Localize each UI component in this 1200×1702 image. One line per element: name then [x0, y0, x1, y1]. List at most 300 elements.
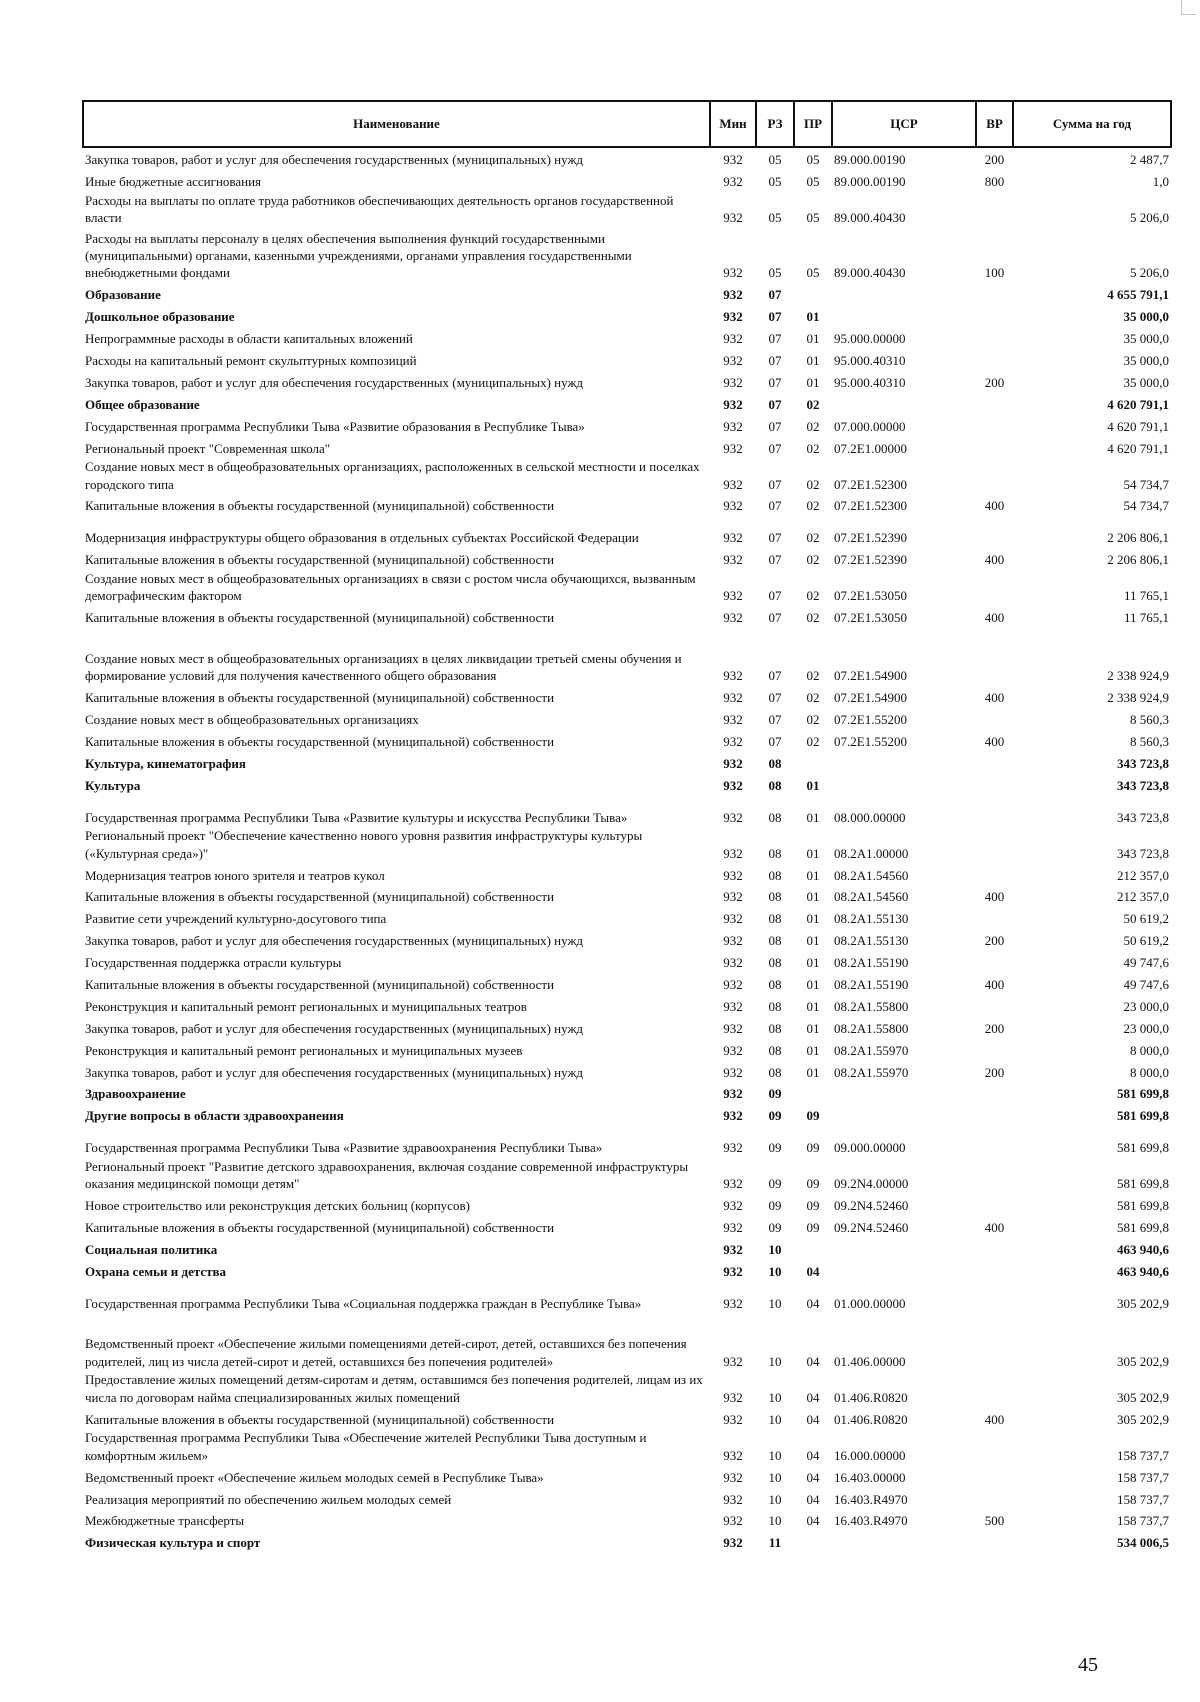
cell-vr: 400: [984, 610, 1005, 626]
cell-min: 932: [723, 955, 743, 971]
cell-csr: 07.2E1.54900: [834, 690, 907, 706]
cell-csr: 16.000.00000: [834, 1447, 906, 1463]
cell-vr: [976, 1103, 1013, 1125]
cell-vr: [976, 750, 1013, 772]
cell-min: 932: [723, 1020, 743, 1036]
cell-pr: 05: [806, 174, 820, 190]
cell-min: 932: [723, 552, 743, 568]
cell-sum: 4 655 791,1: [1107, 287, 1169, 303]
cell-vr: [976, 1312, 1013, 1370]
cell-pr: 02: [806, 668, 820, 684]
table-row: [83, 1059, 1171, 1081]
table-row: [83, 862, 1171, 884]
table-row: [83, 147, 1171, 169]
cell-sum: 581 699,8: [1117, 1176, 1169, 1192]
cell-min: 932: [723, 352, 743, 368]
cell-sum: 343 723,8: [1117, 809, 1169, 825]
cell-sum: 581 699,8: [1117, 1198, 1169, 1214]
cell-pr: 02: [806, 396, 820, 412]
cell-name: Закупка товаров, работ и услуг для обеспечения государственных (муниципальных) нужд: [85, 152, 584, 168]
cell-sum: 54 734,7: [1123, 476, 1169, 492]
table-row: [83, 227, 1171, 282]
cell-pr: 04: [806, 1447, 820, 1463]
table-row: [83, 326, 1171, 348]
cell-min: 932: [723, 174, 743, 190]
cell-min: 932: [723, 889, 743, 905]
cell-csr: 89.000.00190: [834, 152, 906, 168]
cell-name: Капитальные вложения в объекты государственной (муниципальной) собственности: [85, 889, 555, 905]
cell-vr: [976, 794, 1013, 826]
cell-sum: 35 000,0: [1123, 309, 1169, 325]
page-number: 45: [1078, 1654, 1098, 1676]
cell-min: 932: [723, 1198, 743, 1214]
table-row: [83, 515, 1171, 547]
cell-min: 932: [723, 911, 743, 927]
cell-rz: 10: [768, 1353, 782, 1369]
cell-pr: 04: [806, 1263, 820, 1279]
table-row: [83, 1103, 1171, 1125]
cell-name: Реконструкция и капитальный ремонт региональных и муниципальных музеев: [85, 1042, 523, 1058]
cell-sum: 343 723,8: [1117, 845, 1169, 861]
table-row: [83, 993, 1171, 1015]
table-row: [83, 369, 1171, 391]
table-row: [83, 1258, 1171, 1280]
cell-rz: 07: [768, 476, 782, 492]
cell-pr: 02: [806, 588, 820, 604]
cell-rz: 11: [768, 1535, 782, 1551]
cell-sum: 581 699,8: [1117, 1086, 1169, 1102]
cell-rz: 09: [768, 1176, 782, 1192]
cell-min: 932: [723, 867, 743, 883]
cell-csr: [832, 391, 976, 413]
cell-vr: [976, 950, 1013, 972]
cell-csr: 01.406.R0820: [834, 1389, 908, 1405]
cell-name: Расходы на капитальный ремонт скульптурных композиций: [85, 352, 417, 368]
cell-pr: 04: [806, 1469, 820, 1485]
cell-csr: 08.2A1.55800: [834, 998, 909, 1014]
cell-name: Региональный проект "Развитие детского здравоохранения, включая создание современной инфраструктуры оказания медицинской помощи детям": [85, 1158, 689, 1192]
cell-csr: 07.2E1.54900: [834, 668, 907, 684]
cell-csr: 07.2E1.53050: [834, 610, 907, 626]
cell-vr: [976, 304, 1013, 326]
cell-vr: [976, 1157, 1013, 1193]
cell-pr: 09: [806, 1108, 820, 1124]
table-row: [83, 750, 1171, 772]
cell-pr: 02: [806, 498, 820, 514]
cell-rz: 10: [768, 1263, 782, 1279]
cell-csr: 01.406.00000: [834, 1353, 906, 1369]
table-row: [83, 1125, 1171, 1157]
table-row: [83, 627, 1171, 685]
cell-csr: 08.2A1.55970: [834, 1064, 909, 1080]
cell-pr: 04: [806, 1491, 820, 1507]
cell-pr: 01: [806, 867, 820, 883]
cell-vr: [976, 993, 1013, 1015]
table-row: [83, 794, 1171, 826]
cell-vr: 200: [984, 152, 1005, 168]
cell-csr: [832, 772, 976, 794]
cell-min: 932: [723, 1353, 743, 1369]
cell-rz: 07: [768, 418, 782, 434]
cell-name: Развитие сети учреждений культурно-досугового типа: [85, 911, 387, 927]
cell-vr: [976, 515, 1013, 547]
cell-sum: 8 560,3: [1130, 733, 1169, 749]
cell-pr: 01: [806, 1020, 820, 1036]
cell-vr: [976, 413, 1013, 435]
cell-vr: [976, 347, 1013, 369]
cell-sum: 50 619,2: [1123, 933, 1169, 949]
cell-sum: 50 619,2: [1123, 911, 1169, 927]
cell-csr: 08.000.00000: [834, 809, 906, 825]
cell-csr: 07.2E1.52390: [834, 552, 907, 568]
cell-rz: 07: [768, 668, 782, 684]
cell-name: Создание новых мест в общеобразовательных организациях, расположенных в сельской местности и поселках городского типа: [85, 459, 700, 492]
cell-rz: 09: [768, 1220, 782, 1236]
cell-rz: 08: [768, 867, 782, 883]
cell-min: 932: [723, 530, 743, 546]
table-row: [83, 1530, 1171, 1552]
cell-name: Дошкольное образование: [85, 309, 235, 325]
cell-min: 932: [723, 1042, 743, 1058]
cell-name: Социальная политика: [85, 1241, 218, 1257]
cell-csr: 07.2E1.55200: [834, 733, 907, 749]
cell-pr: 01: [806, 845, 820, 861]
cell-sum: 54 734,7: [1123, 498, 1169, 514]
cell-rz: 08: [768, 755, 782, 771]
cell-vr: [976, 1125, 1013, 1157]
cell-csr: 89.000.40430: [834, 210, 906, 226]
cell-vr: 400: [984, 552, 1005, 568]
cell-rz: 07: [768, 530, 782, 546]
cell-csr: 08.2A1.55970: [834, 1042, 909, 1058]
cell-csr: 08.2A1.55190: [834, 955, 909, 971]
cell-min: 932: [723, 210, 743, 226]
cell-sum: 463 940,6: [1117, 1241, 1169, 1257]
cell-sum: 158 737,7: [1117, 1491, 1169, 1507]
cell-name: Культура, кинематография: [85, 755, 246, 771]
cell-min: 932: [723, 711, 743, 727]
cell-csr: [832, 304, 976, 326]
cell-name: Создание новых мест в общеобразовательных организациях в целях ликвидации третьей смены обучения и формирование условий для получения качественного общего образования: [85, 650, 682, 684]
header-sum: Сумма на год: [1013, 101, 1171, 147]
table-row: [83, 191, 1171, 227]
cell-csr: 01.000.00000: [834, 1295, 906, 1311]
table-row: [83, 1486, 1171, 1508]
cell-sum: 23 000,0: [1123, 998, 1169, 1014]
cell-pr: 01: [806, 352, 820, 368]
cell-rz: 07: [768, 498, 782, 514]
cell-name: Общее образование: [85, 396, 200, 412]
cell-sum: 2 487,7: [1130, 152, 1169, 168]
cell-rz: 07: [768, 352, 782, 368]
cell-min: 932: [723, 755, 743, 771]
cell-vr: [976, 326, 1013, 348]
cell-sum: 305 202,9: [1117, 1411, 1169, 1427]
cell-pr: 02: [806, 476, 820, 492]
cell-csr: 95.000.40310: [834, 352, 906, 368]
cell-rz: 07: [768, 309, 782, 325]
cell-min: 932: [723, 1086, 743, 1102]
cell-name: Создание новых мест в общеобразовательных организациях в связи с ростом числа обучающихся, вызванным демографическим фактором: [85, 570, 696, 604]
cell-min: 932: [723, 1295, 743, 1311]
cell-pr: 01: [806, 309, 820, 325]
cell-name: Ведомственный проект «Обеспечение жилыми помещениями детей-сирот, детей, оставшихся без попечения родителей, лиц из числа детей-сирот и детей, оставшихся без попечения родителей»: [85, 1336, 687, 1369]
cell-name: Культура: [85, 777, 141, 793]
cell-min: 932: [723, 374, 743, 390]
cell-csr: 09.2N4.00000: [834, 1176, 909, 1192]
cell-vr: 200: [984, 1064, 1005, 1080]
cell-pr: 01: [806, 998, 820, 1014]
cell-csr: 07.2E1.52390: [834, 530, 907, 546]
table-body: [83, 147, 1171, 1552]
cell-name: Государственная программа Республики Тыва «Развитие здравоохранения Республики Тыва»: [85, 1140, 603, 1156]
cell-rz: 10: [768, 1295, 782, 1311]
header-row: [83, 101, 1171, 147]
cell-name: Межбюджетные трансферты: [85, 1513, 245, 1529]
table-row: [83, 1237, 1171, 1259]
cell-pr: [794, 1237, 832, 1259]
cell-vr: [976, 627, 1013, 685]
cell-vr: [976, 435, 1013, 457]
cell-rz: 08: [768, 777, 782, 793]
cell-rz: 08: [768, 955, 782, 971]
cell-min: 932: [723, 1140, 743, 1156]
cell-pr: 01: [806, 809, 820, 825]
header-vr: ВР: [976, 101, 1013, 147]
table-row: [83, 884, 1171, 906]
table-row: [83, 706, 1171, 728]
cell-name: Капитальные вложения в объекты государственной (муниципальной) собственности: [85, 552, 555, 568]
cell-csr: 07.000.00000: [834, 418, 906, 434]
cell-csr: 09.2N4.52460: [834, 1198, 909, 1214]
cell-sum: 11 765,1: [1123, 610, 1169, 626]
cell-csr: 16.403.R4970: [834, 1491, 908, 1507]
cell-rz: 07: [768, 331, 782, 347]
cell-sum: 463 940,6: [1117, 1263, 1169, 1279]
cell-sum: 158 737,7: [1117, 1447, 1169, 1463]
cell-csr: [832, 750, 976, 772]
cell-min: 932: [723, 933, 743, 949]
table-row: [83, 347, 1171, 369]
cell-pr: 05: [806, 265, 820, 281]
cell-name: Расходы на выплаты персоналу в целях обеспечения выполнения функций государственными (муниципальными) органами, казенными учреждениями, органами управления государственными внебюджетными фондами: [85, 230, 632, 281]
cell-sum: 8 000,0: [1130, 1064, 1169, 1080]
cell-csr: [832, 1258, 976, 1280]
cell-name: Предоставление жилых помещений детям-сиротам и детям, оставшимся без попечения родителей, лицам из их числа по договорам найма специализированных жилых помещений: [85, 1372, 703, 1405]
cell-csr: 89.000.00190: [834, 174, 906, 190]
table-row: [83, 1464, 1171, 1486]
cell-vr: 200: [984, 1020, 1005, 1036]
cell-vr: 200: [984, 374, 1005, 390]
cell-vr: [976, 1237, 1013, 1259]
cell-rz: 09: [768, 1108, 782, 1124]
cell-name: Здравоохранение: [85, 1086, 186, 1102]
cell-min: 932: [723, 265, 743, 281]
table-row: [83, 391, 1171, 413]
cell-pr: 05: [806, 210, 820, 226]
cell-pr: 02: [806, 552, 820, 568]
cell-rz: 09: [768, 1198, 782, 1214]
cell-rz: 07: [768, 733, 782, 749]
cell-rz: 10: [768, 1491, 782, 1507]
table-row: [83, 1428, 1171, 1464]
cell-vr: 200: [984, 933, 1005, 949]
cell-rz: 07: [768, 610, 782, 626]
cell-csr: [832, 1103, 976, 1125]
table-row: [83, 1037, 1171, 1059]
table-row: [83, 1280, 1171, 1312]
cell-pr: 01: [806, 1064, 820, 1080]
cell-sum: 4 620 791,1: [1107, 440, 1169, 456]
cell-rz: 08: [768, 1042, 782, 1058]
cell-vr: [976, 862, 1013, 884]
cell-vr: [976, 191, 1013, 227]
cell-rz: 07: [768, 287, 782, 303]
cell-vr: [976, 391, 1013, 413]
cell-rz: 08: [768, 889, 782, 905]
cell-sum: 11 765,1: [1123, 588, 1169, 604]
scan-corner-mark: [1181, 0, 1196, 15]
cell-sum: 158 737,7: [1117, 1469, 1169, 1485]
cell-pr: 09: [806, 1220, 820, 1236]
cell-csr: 07.2E1.53050: [834, 588, 907, 604]
table-row: [83, 1015, 1171, 1037]
cell-sum: 2 338 924,9: [1107, 668, 1169, 684]
cell-pr: 01: [806, 331, 820, 347]
cell-rz: 10: [768, 1241, 782, 1257]
cell-rz: 07: [768, 396, 782, 412]
cell-csr: [832, 282, 976, 304]
cell-min: 932: [723, 1513, 743, 1529]
cell-rz: 08: [768, 1020, 782, 1036]
cell-sum: 5 206,0: [1130, 210, 1169, 226]
cell-sum: 5 206,0: [1130, 265, 1169, 281]
cell-pr: 01: [806, 777, 820, 793]
table-header: [83, 101, 1171, 147]
cell-pr: 02: [806, 530, 820, 546]
cell-name: Реконструкция и капитальный ремонт региональных и муниципальных театров: [85, 998, 527, 1014]
cell-vr: [976, 282, 1013, 304]
cell-sum: 581 699,8: [1117, 1140, 1169, 1156]
cell-rz: 05: [768, 210, 782, 226]
cell-rz: 10: [768, 1513, 782, 1529]
cell-csr: [832, 1237, 976, 1259]
cell-sum: 23 000,0: [1123, 1020, 1169, 1036]
cell-csr: 08.2A1.55130: [834, 933, 909, 949]
cell-min: 932: [723, 1447, 743, 1463]
header-name: Наименование: [83, 101, 710, 147]
cell-min: 932: [723, 1176, 743, 1192]
cell-sum: 343 723,8: [1117, 755, 1169, 771]
cell-csr: 08.2A1.55130: [834, 911, 909, 927]
cell-csr: 16.403.00000: [834, 1469, 906, 1485]
table-row: [83, 772, 1171, 794]
cell-name: Закупка товаров, работ и услуг для обеспечения государственных (муниципальных) нужд: [85, 1020, 584, 1036]
header-pr: ПР: [794, 101, 832, 147]
cell-rz: 08: [768, 911, 782, 927]
cell-min: 932: [723, 1064, 743, 1080]
cell-min: 932: [723, 1411, 743, 1427]
cell-rz: 07: [768, 588, 782, 604]
cell-min: 932: [723, 610, 743, 626]
cell-min: 932: [723, 287, 743, 303]
cell-vr: 400: [984, 889, 1005, 905]
cell-pr: [794, 1081, 832, 1103]
cell-name: Ведомственный проект «Обеспечение жильем молодых семей в Республике Тыва»: [85, 1469, 544, 1485]
header-min: Мин: [710, 101, 756, 147]
cell-rz: 08: [768, 933, 782, 949]
cell-name: Капитальные вложения в объекты государственной (муниципальной) собственности: [85, 690, 555, 706]
cell-pr: 04: [806, 1353, 820, 1369]
cell-sum: 212 357,0: [1117, 867, 1169, 883]
cell-vr: [976, 1258, 1013, 1280]
cell-sum: 581 699,8: [1117, 1108, 1169, 1124]
cell-vr: 400: [984, 1220, 1005, 1236]
cell-name: Закупка товаров, работ и услуг для обеспечения государственных (муниципальных) нужд: [85, 933, 584, 949]
cell-min: 932: [723, 668, 743, 684]
table-row: [83, 569, 1171, 605]
cell-sum: 4 620 791,1: [1107, 396, 1169, 412]
table-row: [83, 413, 1171, 435]
table-row: [83, 1215, 1171, 1237]
table-row: [83, 685, 1171, 707]
header-csr: ЦСР: [832, 101, 976, 147]
cell-name: Другие вопросы в области здравоохранения: [85, 1108, 344, 1124]
table-row: [83, 826, 1171, 862]
cell-rz: 07: [768, 711, 782, 727]
cell-csr: 09.2N4.52460: [834, 1220, 909, 1236]
cell-name: Модернизация театров юного зрителя и театров кукол: [85, 867, 385, 883]
cell-name: Образование: [85, 287, 161, 303]
cell-min: 932: [723, 1535, 743, 1551]
cell-vr: 400: [984, 976, 1005, 992]
cell-rz: 08: [768, 998, 782, 1014]
cell-csr: 01.406.R0820: [834, 1411, 908, 1427]
cell-min: 932: [723, 152, 743, 168]
cell-name: Охрана семьи и детства: [85, 1263, 227, 1279]
cell-vr: 800: [984, 174, 1005, 190]
cell-sum: 2 206 806,1: [1107, 530, 1169, 546]
cell-pr: 01: [806, 911, 820, 927]
table-row: [83, 282, 1171, 304]
cell-sum: 158 737,7: [1117, 1513, 1169, 1529]
table-row: [83, 1081, 1171, 1103]
cell-name: Расходы на выплаты по оплате труда работников обеспечивающих деятельность органов государственной власти: [85, 192, 674, 226]
table-row: [83, 457, 1171, 493]
cell-pr: 02: [806, 733, 820, 749]
table-row: [83, 1312, 1171, 1370]
cell-rz: 05: [768, 152, 782, 168]
cell-sum: 8 560,3: [1130, 711, 1169, 727]
table-row: [83, 728, 1171, 750]
table-row: [83, 304, 1171, 326]
cell-vr: 400: [984, 498, 1005, 514]
cell-min: 932: [723, 309, 743, 325]
cell-min: 932: [723, 976, 743, 992]
table-row: [83, 435, 1171, 457]
cell-sum: 534 006,5: [1117, 1535, 1169, 1551]
cell-csr: 08.2A1.54560: [834, 867, 909, 883]
cell-sum: 8 000,0: [1130, 1042, 1169, 1058]
cell-vr: [976, 1530, 1013, 1552]
cell-sum: 35 000,0: [1123, 374, 1169, 390]
cell-csr: 07.2E1.00000: [834, 440, 907, 456]
cell-rz: 07: [768, 374, 782, 390]
cell-name: Реализация мероприятий по обеспечению жильем молодых семей: [85, 1491, 452, 1507]
cell-name: Капитальные вложения в объекты государственной (муниципальной) собственности: [85, 1411, 555, 1427]
cell-csr: 08.2A1.55190: [834, 976, 909, 992]
cell-vr: [976, 906, 1013, 928]
